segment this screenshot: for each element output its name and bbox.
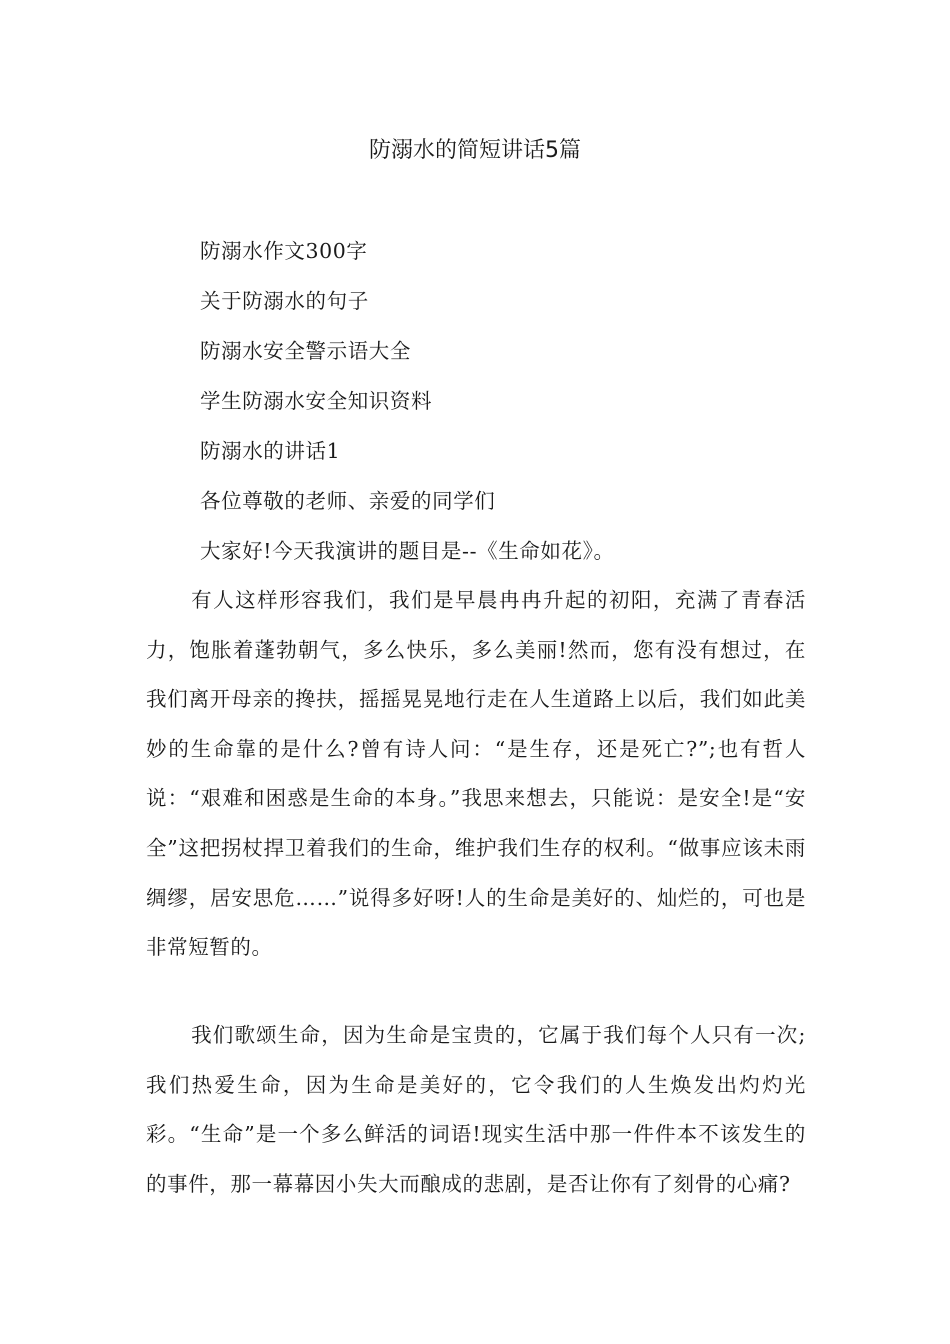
related-link-4[interactable]: 学生防溺水安全知识资料 xyxy=(200,389,433,413)
related-link-3[interactable]: 防溺水安全警示语大全 xyxy=(200,339,411,363)
salutation: 各位尊敬的老师、亲爱的同学们 xyxy=(200,489,496,513)
section-heading: 防溺水的讲话1 xyxy=(200,439,341,463)
related-link-1[interactable]: 防溺水作文300字 xyxy=(200,239,368,263)
related-link-2[interactable]: 关于防溺水的句子 xyxy=(200,289,369,313)
greeting: 大家好!今天我演讲的题目是--《生命如花》。 xyxy=(200,539,615,563)
body-paragraph-2: 我们歌颂生命，因为生命是宝贵的，它属于我们每个人只有一次;我们热爱生命，因为生命是美好的，它令我们的人生焕发出灼灼光彩。“生命”是一个多么鲜活的词语!现实生活中那一件件本不该发生的的事件，那一幕幕因小失大而酿成的悲剧，是否让你有了刻骨的心痛? xyxy=(146,1023,806,1196)
body-paragraph-1: 有人这样形容我们，我们是早晨冉冉升起的初阳，充满了青春活力，饱胀着蓬勃朝气，多么快乐，多么美丽!然而，您有没有想过，在我们离开母亲的搀扶，摇摇晃晃地行走在人生道路上以后，我们如此美妙的生命靠的是什么?曾有诗人问：“是生存，还是死亡?”;也有哲人说：“艰难和困惑是生命的本身。”我思来想去，只能说：是安全!是“安全”这把拐杖捍卫着我们的生命，维护我们生存的权利。“做事应该未雨绸缪，居安思危……”说得多好呀!人的生命是美好的、灿烂的，可也是非常短暂的。 xyxy=(146,588,806,960)
page-title: 防溺水的简短讲话5篇 xyxy=(369,138,581,163)
